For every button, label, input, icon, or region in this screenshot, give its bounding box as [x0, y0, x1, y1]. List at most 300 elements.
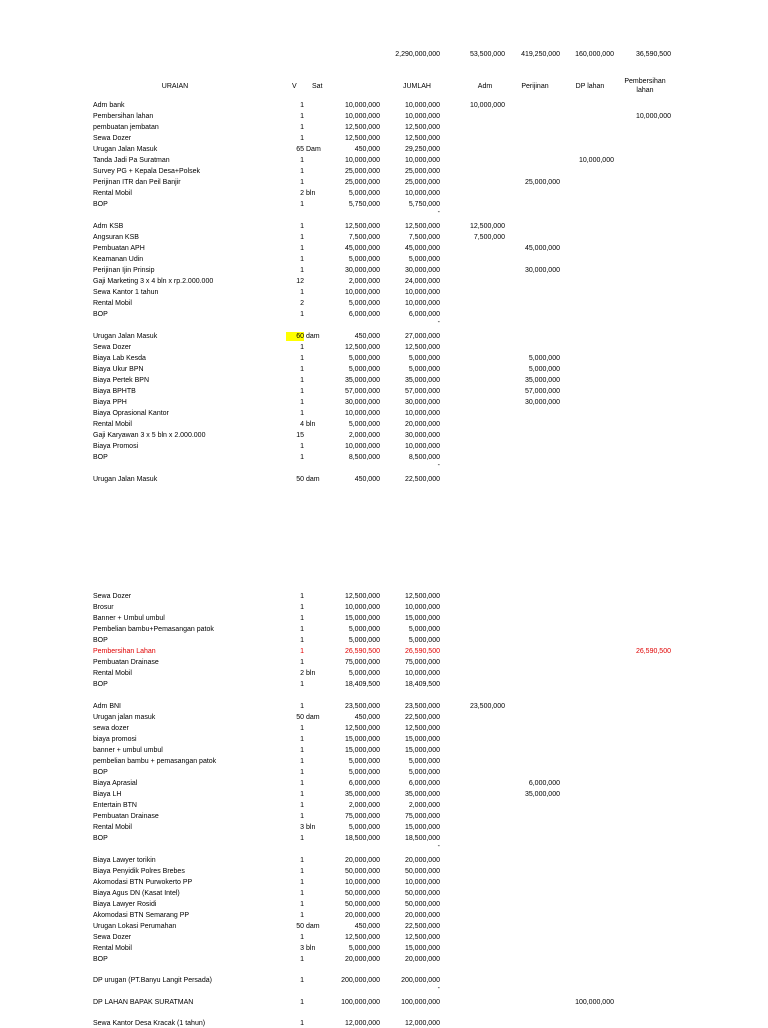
cell-harga: 450,000: [354, 476, 380, 483]
cell-harga: 5,000,000: [348, 366, 380, 373]
cell-qty: 1: [300, 637, 304, 644]
cell-jumlah: 15,000,000: [404, 747, 440, 754]
cell-uraian: Sewa Kantor Desa Kracak (1 tahun): [93, 1020, 206, 1027]
cell-jumlah: 10,000,000: [404, 443, 440, 450]
cell-harga: 2,000,000: [348, 278, 380, 285]
cell-harga: 5,750,000: [348, 201, 380, 208]
cell-harga: 10,000,000: [344, 879, 380, 886]
cell-jumlah: 10,000,000: [404, 190, 440, 197]
cell-harga: 18,500,000: [344, 835, 380, 842]
cell-jumlah: 22,500,000: [404, 923, 440, 930]
cell-jumlah: 23,500,000: [404, 703, 440, 710]
cell-harga: 450,000: [354, 714, 380, 721]
cell-uraian: Sewa Dozer: [93, 344, 132, 351]
cell-jumlah: 15,000,000: [404, 615, 440, 622]
cell-jumlah: 6,000,000: [408, 311, 440, 318]
cell-jumlah: 29,250,000: [404, 146, 440, 153]
cell-qty: 1: [300, 956, 304, 963]
cell-jumlah: 50,000,000: [404, 901, 440, 908]
cell-qty: 1: [300, 289, 304, 296]
header-dp-lahan: DP lahan: [575, 83, 605, 90]
cell-harga: 10,000,000: [344, 113, 380, 120]
cell-perijinan: 30,000,000: [524, 267, 560, 274]
header-adm: Adm: [477, 83, 493, 90]
cell-qty: 1: [300, 615, 304, 622]
cell-jumlah: 20,000,000: [404, 857, 440, 864]
cell-harga: 6,000,000: [348, 780, 380, 787]
cell-uraian: BOP: [93, 769, 108, 776]
cell-jumlah: 10,000,000: [404, 113, 440, 120]
cell-jumlah: 35,000,000: [404, 791, 440, 798]
cell-harga: 57,000,000: [344, 388, 380, 395]
cell-uraian: Entertain BTN: [93, 802, 137, 809]
cell-qty: 1: [300, 791, 304, 798]
cell-perijinan: 5,000,000: [528, 366, 560, 373]
cell-qty: 12: [296, 278, 304, 285]
cell-qty: 1: [300, 626, 304, 633]
cell-uraian: DP LAHAN BAPAK SURATMAN: [93, 999, 194, 1006]
cell-perijinan: 30,000,000: [524, 399, 560, 406]
cell-harga: 5,000,000: [348, 670, 380, 677]
cell-harga: 10,000,000: [344, 289, 380, 296]
cell-qty: 1: [300, 857, 304, 864]
cell-sat: bln: [306, 824, 316, 831]
cell-uraian: Tanda Jadi Pa Suratman: [93, 157, 170, 164]
cell-qty: 1: [300, 747, 304, 754]
cell-uraian: BOP: [93, 637, 108, 644]
cell-qty: 1: [300, 703, 304, 710]
cell-uraian: Biaya Lawyer torikin: [93, 857, 156, 864]
cell-uraian: Rental Mobil: [93, 421, 132, 428]
cell-jumlah: 35,000,000: [404, 377, 440, 384]
cell-jumlah: -: [437, 985, 440, 992]
cell-harga: 2,000,000: [348, 802, 380, 809]
cell-uraian: Urugan Lokasi Perumahan: [93, 923, 177, 930]
cell-qty: 1: [300, 725, 304, 732]
cell-uraian: BOP: [93, 835, 108, 842]
cell-qty: 1: [300, 311, 304, 318]
cell-harga: 30,000,000: [344, 399, 380, 406]
cell-jumlah: 22,500,000: [404, 476, 440, 483]
header-jumlah: JUMLAH: [402, 83, 431, 90]
cell-uraian: Biaya BPHTB: [93, 388, 136, 395]
cell-sat: bln: [306, 190, 316, 197]
cell-jumlah: 20,000,000: [404, 912, 440, 919]
cell-uraian: Pembuatan Drainase: [93, 813, 159, 820]
cell-sat: bln: [306, 670, 316, 677]
cell-qty: 1: [300, 245, 304, 252]
cell-harga: 450,000: [354, 333, 380, 340]
cell-harga: 12,500,000: [344, 344, 380, 351]
cell-qty: 1: [300, 454, 304, 461]
cell-qty: 1: [300, 758, 304, 765]
cell-uraian: Urugan Jalan Masuk: [93, 146, 158, 153]
cell-jumlah: 30,000,000: [404, 267, 440, 274]
cell-jumlah: 5,000,000: [408, 758, 440, 765]
cell-uraian: Rental Mobil: [93, 300, 132, 307]
cell-adm: 23,500,000: [469, 703, 505, 710]
total-pembersihan: 36,590,500: [635, 51, 671, 58]
cell-jumlah: 5,000,000: [408, 366, 440, 373]
cell-uraian: Urugan Jalan Masuk: [93, 333, 158, 340]
cell-uraian: Perijinan Ijin Prinsip: [93, 267, 155, 274]
cell-harga: 25,000,000: [344, 168, 380, 175]
cell-qty: 1: [300, 593, 304, 600]
cell-jumlah: 15,000,000: [404, 736, 440, 743]
cell-qty: 1: [300, 780, 304, 787]
cell-jumlah: -: [437, 843, 440, 850]
cell-qty: 1: [300, 168, 304, 175]
header-uraian: URAIAN: [161, 83, 189, 90]
cell-uraian: Biaya PPH: [93, 399, 127, 406]
cell-uraian: Biaya Lawyer Rosidi: [93, 901, 157, 908]
cell-jumlah: 5,750,000: [408, 201, 440, 208]
cell-jumlah: 12,500,000: [404, 223, 440, 230]
cell-qty: 1: [300, 124, 304, 131]
cell-harga: 12,500,000: [344, 135, 380, 142]
cell-jumlah: 8,500,000: [408, 454, 440, 461]
cell-sat: Dam: [306, 146, 321, 153]
cell-jumlah: 12,500,000: [404, 344, 440, 351]
cell-harga: 15,000,000: [344, 736, 380, 743]
cell-pembersihan: 10,000,000: [635, 113, 671, 120]
cell-qty: 1: [300, 267, 304, 274]
cell-uraian: Biaya Aprasial: [93, 780, 138, 787]
cell-harga: 23,500,000: [344, 703, 380, 710]
cell-harga: 5,000,000: [348, 300, 380, 307]
cell-harga: 450,000: [354, 146, 380, 153]
cell-sat: dam: [306, 333, 320, 340]
cell-uraian: Urugan Jalan Masuk: [93, 476, 158, 483]
cell-sat: dam: [306, 476, 320, 483]
cell-uraian: Biaya Lab Kesda: [93, 355, 146, 362]
cell-harga: 5,000,000: [348, 190, 380, 197]
cell-uraian: Adm BNI: [93, 703, 122, 710]
cell-uraian: BOP: [93, 681, 108, 688]
cell-harga: 450,000: [354, 923, 380, 930]
cell-jumlah: 18,500,000: [404, 835, 440, 842]
cell-uraian: Gaji Karyawan 3 x 5 bln x 2.000.000: [93, 432, 206, 439]
cell-qty: 50: [296, 714, 304, 721]
cell-qty: 1: [300, 912, 304, 919]
cell-perijinan: 6,000,000: [528, 780, 560, 787]
cell-uraian: Pembuatan APH: [93, 245, 145, 252]
cell-uraian: Perijinan ITR dan Peil Banjir: [93, 179, 181, 186]
cell-jumlah: 12,500,000: [404, 135, 440, 142]
cell-uraian: Biaya Penyidik Polres Brebes: [93, 868, 185, 875]
cell-harga: 8,500,000: [348, 454, 380, 461]
cell-qty: 1: [300, 234, 304, 241]
cell-uraian: BOP: [93, 956, 108, 963]
cell-qty: 1: [300, 179, 304, 186]
cell-sat: dam: [306, 714, 320, 721]
cell-qty: 1: [300, 736, 304, 743]
cell-jumlah: 57,000,000: [404, 388, 440, 395]
cell-jumlah: 5,000,000: [408, 769, 440, 776]
cell-harga: 15,000,000: [344, 615, 380, 622]
cell-jumlah: 26,590,500: [404, 648, 440, 655]
cell-qty: 1: [300, 769, 304, 776]
cell-uraian: Angsuran KSB: [93, 234, 139, 241]
cell-harga: 35,000,000: [344, 377, 380, 384]
cell-harga: 200,000,000: [341, 977, 380, 984]
cell-uraian: Pembuatan Drainase: [93, 659, 159, 666]
cell-harga: 5,000,000: [348, 421, 380, 428]
cell-uraian: DP urugan (PT.Banyu Langit Persada): [93, 977, 212, 984]
cell-harga: 5,000,000: [348, 769, 380, 776]
cell-harga: 18,409,500: [344, 681, 380, 688]
cell-uraian: Biaya Pertek BPN: [93, 377, 150, 384]
cell-harga: 12,500,000: [344, 124, 380, 131]
cell-harga: 5,000,000: [348, 637, 380, 644]
cell-harga: 30,000,000: [344, 267, 380, 274]
cell-qty: 1: [300, 648, 304, 655]
cell-qty: 1: [300, 344, 304, 351]
cell-jumlah: 20,000,000: [404, 956, 440, 963]
cell-uraian: Gaji Marketing 3 x 4 bln x rp.2.000.000: [93, 278, 214, 285]
cell-harga: 35,000,000: [344, 791, 380, 798]
cell-harga: 12,500,000: [344, 725, 380, 732]
cell-jumlah: 45,000,000: [404, 245, 440, 252]
cell-uraian: Pembelian bambu+Pemasangan patok: [93, 626, 214, 633]
cell-qty: 1: [300, 157, 304, 164]
cell-uraian: Pembersihan lahan: [93, 113, 154, 120]
cell-jumlah: 20,000,000: [404, 421, 440, 428]
cell-qty: 1: [300, 256, 304, 263]
cell-qty: 2: [300, 300, 304, 307]
cell-harga: 75,000,000: [344, 813, 380, 820]
cell-uraian: banner + umbul umbul: [93, 747, 163, 754]
cell-uraian: Biaya LH: [93, 791, 122, 798]
cell-jumlah: 24,000,000: [404, 278, 440, 285]
cell-jumlah: 30,000,000: [404, 432, 440, 439]
cell-qty: 50: [296, 476, 304, 483]
header-sat: Sat: [312, 83, 323, 90]
cell-uraian: sewa dozer: [93, 725, 129, 732]
cell-uraian: Keamanan Udin: [93, 256, 144, 263]
cell-jumlah: -: [437, 319, 440, 326]
cell-qty: 1: [300, 890, 304, 897]
cell-jumlah: 18,409,500: [404, 681, 440, 688]
cell-pembersihan: 26,590,500: [635, 648, 671, 655]
cell-uraian: BOP: [93, 311, 108, 318]
cell-harga: 10,000,000: [344, 443, 380, 450]
cell-harga: 12,500,000: [344, 934, 380, 941]
cell-adm: 7,500,000: [473, 234, 505, 241]
cell-uraian: Banner + Umbul umbul: [93, 615, 165, 622]
cell-uraian: Survey PG + Kepala Desa+Polsek: [93, 168, 201, 175]
cell-uraian: Brosur: [93, 604, 114, 611]
cell-qty: 3: [300, 945, 304, 952]
cell-qty: 15: [296, 432, 304, 439]
cell-uraian: BOP: [93, 201, 108, 208]
cell-harga: 10,000,000: [344, 604, 380, 611]
total-jumlah: 2,290,000,000: [395, 51, 440, 58]
cell-uraian: pembelian bambu + pemasangan patok: [93, 758, 217, 765]
cell-jumlah: 5,000,000: [408, 256, 440, 263]
header-pembersihan-lahan: Pembersihan lahan: [624, 78, 666, 94]
cell-qty: 2: [300, 190, 304, 197]
cell-uraian: Sewa Kantor 1 tahun: [93, 289, 159, 296]
cell-jumlah: 5,000,000: [408, 355, 440, 362]
cell-qty: 1: [300, 813, 304, 820]
cell-jumlah: 10,000,000: [404, 289, 440, 296]
cell-jumlah: 5,000,000: [408, 626, 440, 633]
cell-jumlah: 15,000,000: [404, 945, 440, 952]
cell-harga: 20,000,000: [344, 857, 380, 864]
cell-harga: 5,000,000: [348, 626, 380, 633]
cell-jumlah: 12,500,000: [404, 725, 440, 732]
cell-jumlah: 50,000,000: [404, 890, 440, 897]
cell-uraian: biaya promosi: [93, 736, 137, 743]
cell-jumlah: 27,000,000: [404, 333, 440, 340]
cell-harga: 50,000,000: [344, 890, 380, 897]
cell-harga: 5,000,000: [348, 256, 380, 263]
cell-uraian: BOP: [93, 454, 108, 461]
cell-harga: 12,500,000: [344, 593, 380, 600]
cell-qty: 1: [300, 879, 304, 886]
cell-qty: 1: [300, 135, 304, 142]
cell-jumlah: 200,000,000: [401, 977, 440, 984]
cell-harga: 5,000,000: [348, 758, 380, 765]
cell-harga: 5,000,000: [348, 355, 380, 362]
cell-qty: 1: [300, 604, 304, 611]
cell-sat: bln: [306, 945, 316, 952]
cell-perijinan: 5,000,000: [528, 355, 560, 362]
cell-perijinan: 57,000,000: [524, 388, 560, 395]
cell-qty: 1: [300, 934, 304, 941]
cell-perijinan: 25,000,000: [524, 179, 560, 186]
total-adm: 53,500,000: [469, 51, 505, 58]
cell-qty: 3: [300, 824, 304, 831]
cell-jumlah: 12,500,000: [404, 124, 440, 131]
cell-harga: 45,000,000: [344, 245, 380, 252]
cell-harga: 2,000,000: [348, 432, 380, 439]
cell-qty: 1: [300, 201, 304, 208]
cell-uraian: Biaya Oprasional Kantor: [93, 410, 169, 417]
cell-jumlah: -: [437, 209, 440, 216]
cell-sat: bln: [306, 421, 316, 428]
cell-harga: 100,000,000: [341, 999, 380, 1006]
cell-harga: 25,000,000: [344, 179, 380, 186]
cell-harga: 7,500,000: [348, 234, 380, 241]
cell-qty: 1: [300, 443, 304, 450]
cell-dp-lahan: 10,000,000: [578, 157, 614, 164]
cell-qty: 1: [300, 1020, 304, 1027]
cell-qty: 1: [300, 377, 304, 384]
cell-qty: 1: [300, 399, 304, 406]
cell-qty: 1: [300, 355, 304, 362]
cell-jumlah: -: [437, 462, 440, 469]
cell-harga: 10,000,000: [344, 410, 380, 417]
cell-jumlah: 15,000,000: [404, 824, 440, 831]
total-dp-lahan: 160,000,000: [575, 51, 614, 58]
cell-jumlah: 2,000,000: [408, 802, 440, 809]
cell-qty: 1: [300, 102, 304, 109]
cell-harga: 20,000,000: [344, 956, 380, 963]
cell-jumlah: 7,500,000: [408, 234, 440, 241]
cell-uraian: Adm bank: [93, 102, 125, 109]
cell-uraian: Urugan jalan masuk: [93, 714, 156, 721]
cell-jumlah: 50,000,000: [404, 868, 440, 875]
cell-jumlah: 10,000,000: [404, 604, 440, 611]
cell-jumlah: 75,000,000: [404, 659, 440, 666]
cell-qty: 1: [300, 113, 304, 120]
cell-harga: 50,000,000: [344, 901, 380, 908]
cell-uraian: Rental Mobil: [93, 190, 132, 197]
cell-dp-lahan: 100,000,000: [575, 999, 614, 1006]
cell-uraian: Akomodasi BTN Semarang PP: [93, 912, 190, 919]
cell-uraian: Rental Mobil: [93, 945, 132, 952]
cell-harga: 10,000,000: [344, 102, 380, 109]
cell-qty: 1: [300, 410, 304, 417]
cell-jumlah: 5,000,000: [408, 637, 440, 644]
cell-jumlah: 25,000,000: [404, 179, 440, 186]
total-perijinan: 419,250,000: [521, 51, 560, 58]
cell-harga: 5,000,000: [348, 945, 380, 952]
cell-qty: 1: [300, 223, 304, 230]
cell-qty: 1: [300, 659, 304, 666]
cell-jumlah: 10,000,000: [404, 102, 440, 109]
cell-uraian: Sewa Dozer: [93, 934, 132, 941]
cell-harga: 12,000,000: [344, 1020, 380, 1027]
cell-qty: 1: [300, 835, 304, 842]
cell-qty: 1: [300, 388, 304, 395]
cell-harga: 15,000,000: [344, 747, 380, 754]
cell-uraian: Adm KSB: [93, 223, 124, 230]
cell-perijinan: 45,000,000: [524, 245, 560, 252]
cell-jumlah: 10,000,000: [404, 300, 440, 307]
cell-uraian: Sewa Dozer: [93, 135, 132, 142]
cell-harga: 10,000,000: [344, 157, 380, 164]
cell-jumlah: 100,000,000: [401, 999, 440, 1006]
cell-sat: dam: [306, 923, 320, 930]
cell-uraian: Sewa Dozer: [93, 593, 132, 600]
cell-harga: 12,500,000: [344, 223, 380, 230]
cell-jumlah: 10,000,000: [404, 879, 440, 886]
cell-harga: 6,000,000: [348, 311, 380, 318]
cell-uraian: pembuatan jembatan: [93, 124, 159, 131]
cell-jumlah: 10,000,000: [404, 410, 440, 417]
cell-harga: 20,000,000: [344, 912, 380, 919]
cell-adm: 12,500,000: [469, 223, 505, 230]
cell-qty: 2: [300, 670, 304, 677]
cell-qty: 65: [296, 146, 304, 153]
cell-qty: 1: [300, 977, 304, 984]
cell-harga: 75,000,000: [344, 659, 380, 666]
cell-qty: 4: [300, 421, 304, 428]
cell-adm: 10,000,000: [469, 102, 505, 109]
cell-qty: 50: [296, 923, 304, 930]
cell-qty: 1: [300, 868, 304, 875]
cell-uraian: Biaya Ukur BPN: [93, 366, 144, 373]
header-v: V: [292, 83, 297, 90]
cell-harga: 5,000,000: [348, 824, 380, 831]
cell-qty: 60: [286, 332, 304, 341]
cell-jumlah: 10,000,000: [404, 157, 440, 164]
cell-perijinan: 35,000,000: [524, 377, 560, 384]
cell-jumlah: 6,000,000: [408, 780, 440, 787]
cell-uraian: Rental Mobil: [93, 670, 132, 677]
cell-jumlah: 22,500,000: [404, 714, 440, 721]
cell-qty: 1: [300, 366, 304, 373]
header-perijinan: Perijinan: [521, 83, 549, 90]
cell-harga: 26,590,500: [344, 648, 380, 655]
cell-qty: 1: [300, 999, 304, 1006]
cell-jumlah: 30,000,000: [404, 399, 440, 406]
cell-perijinan: 35,000,000: [524, 791, 560, 798]
cell-harga: 50,000,000: [344, 868, 380, 875]
